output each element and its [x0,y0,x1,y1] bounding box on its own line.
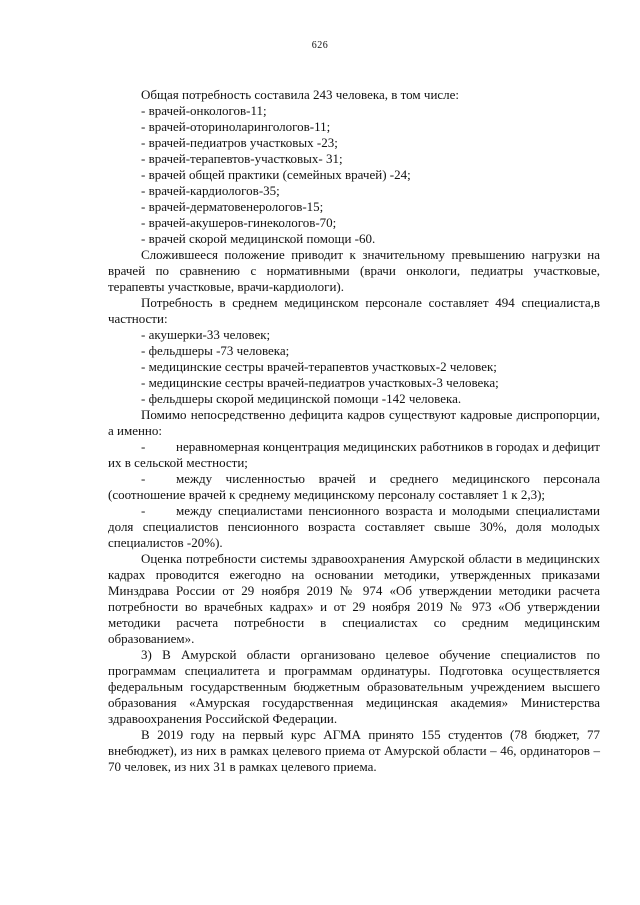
page-number: 626 [311,40,329,51]
assessment-paragraph: Оценка потребности системы здравоохранения Амурской области в медицинских кадрах проводится ежегодно на основании методики, утвержденных приказами Минздрава России от 29 ноября 2019 № 974 «Об утверждении методики расчета потребности во врачебных кадрах» и от 29 ноября 2019 № 973 «Об утверждении методики расчета потребности в специалистах со средним медицинским образованием». [108,551,600,646]
list-item: - врачей-акушеров-гинекологов-70; [141,215,337,230]
document-body [108,87,600,775]
list-item: - медицинские сестры врачей-терапевтов участковых-2 человек; [141,359,497,374]
list-item: - акушерки-33 человек; [141,327,271,342]
list-item [108,439,600,471]
mid-staff-intro: Потребность в среднем медицинском персонале составляет 494 специалиста,в частности: [108,295,600,326]
list-item: - фельдшеры -73 человека; [141,343,290,358]
list-item: - врачей-кардиологов-35; [141,183,280,198]
list-item: - врачей-дерматовенерологов-15; [141,199,324,214]
dash-marker: - [141,503,146,518]
list-item-text: между численностью врачей и среднего медицинского персонала (соотношение врачей к среднему медицинскому персоналу составляет 1 к 2,3); [108,471,600,502]
dash-marker: - [141,471,146,486]
situation-paragraph: Сложившееся положение приводит к значительному превышению нагрузки на врачей по сравнению с нормативными (врачи онкологи, педиатры участковые, терапевты участковые, врачи-кардиологи). [108,247,600,294]
list-item: - фельдшеры скорой медицинской помощи -142 человека. [141,391,462,406]
dash-marker: - [141,439,146,454]
targeted-training-paragraph: 3) В Амурской области организовано целевое обучение специалистов по программам специалитета и программам ординатуры. Подготовка осуществляется федеральным государственным бюджетным образовательным учреждением высшего образования «Амурская государственная медицинская академия» Министерства здравоохранения Российской Федерации. [108,647,600,726]
list-item-text: неравномерная концентрация медицинских работников в городах и дефицит их в сельской местности; [108,439,600,470]
admission-paragraph: В 2019 году на первый курс АГМА принято 155 студентов (78 бюджет, 77 внебюджет), из них в рамках целевого приема от Амурской области – 46, ординаторов – 70 человек, из них 31 в рамках целевого приема. [108,727,600,774]
list-item [108,471,600,503]
list-item: - медицинские сестры врачей-педиатров участковых-3 человека; [141,375,499,390]
list-item: - врачей-онкологов-11; [141,103,267,118]
total-need-intro: Общая потребность составила 243 человека, в том числе: [141,87,460,102]
list-item: - врачей-педиатров участковых -23; [141,135,338,150]
list-item: - врачей скорой медицинской помощи -60. [141,231,376,246]
list-item: - врачей-терапевтов-участковых- 31; [141,151,343,166]
list-item: - врачей общей практики (семейных врачей) -24; [141,167,411,182]
list-item [108,503,600,551]
list-item-text: между специалистами пенсионного возраста и молодыми специалистами доля специалистов пенсионного возраста составляет свыше 30%, доля молодых специалистов -20%). [108,503,600,550]
disproportions-intro: Помимо непосредственно дефицита кадров существуют кадровые диспропорции, а именно: [108,407,600,438]
list-item: - врачей-оториноларингологов-11; [141,119,331,134]
